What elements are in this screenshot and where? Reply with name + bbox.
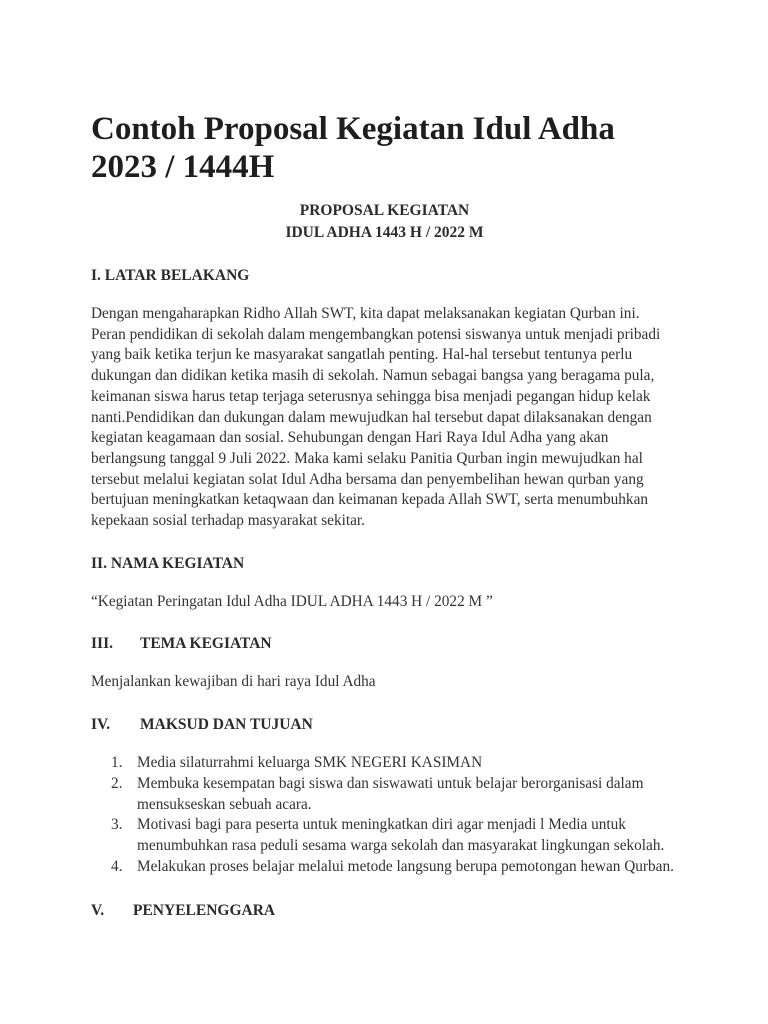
maksud-tujuan-list <box>91 753 678 877</box>
list-item-number: 2. <box>111 774 123 792</box>
list-item <box>91 815 678 856</box>
section-heading-penyelenggara <box>91 901 678 921</box>
section-number: IV. <box>91 716 111 734</box>
section-body-latar-belakang: Dengan mengaharapkan Ridho Allah SWT, kita dapat melaksanakan kegiatan Qurban ini. Peran pendidikan di sekolah dalam mengembangkan potensi siswanya untuk menjadi pribadi yang baik ketika terjun ke masyarakat sangatlah penting. Hal-hal tersebut tentunya perlu dukungan dan didikan ketika masih di sekolah. Namun sebagai bangsa yang beragama pula, keimanan siswa harus tetap terjaga seterusnya sehingga bisa menjadi pegangan hidup kelak nanti.Pendidikan dan dukungan dalam mewujudkan hal tersebut dapat dilaksanakan dengan kegiatan keagamaan dan sosial. Sehubungan dengan Hari Raya Idul Adha yang akan berlangsung tanggal 9 Juli 2022. Maka kami selaku Panitia Qurban ingin mewujudkan hal tersebut melalui kegiatan solat Idul Adha bersama dan penyembelihan hewan qurban yang bertujuan meningkatkan ketaqwaan dan keimanan kepada Allah SWT, serta menumbuhkan kepekaan sosial terhadap masyarakat sekitar. <box>91 305 661 530</box>
list-item <box>91 857 678 878</box>
list-item-text: Membuka kesempatan bagi siswa dan siswawati untuk belajar berorganisasi dalam mensukseskan sebuah acara. <box>137 774 644 813</box>
section-title: TEMA KEGIATAN <box>140 635 272 653</box>
section-number: III. <box>91 635 113 653</box>
proposal-header <box>91 200 678 244</box>
list-item <box>91 753 678 774</box>
proposal-header-line-1: PROPOSAL KEGIATAN <box>299 202 470 219</box>
section-body-nama-kegiatan: “Kegiatan Peringatan Idul Adha IDUL ADHA 1443 H / 2022 M ” <box>91 592 493 610</box>
list-item-number: 1. <box>111 754 123 772</box>
section-title: PENYELENGGARA <box>133 902 276 920</box>
section-heading-tema-kegiatan <box>91 634 678 654</box>
section-number: V. <box>91 902 105 920</box>
section-heading-maksud-tujuan <box>91 715 678 735</box>
section-heading-latar-belakang: I. LATAR BELAKANG <box>91 267 250 284</box>
list-item-number: 3. <box>111 816 123 834</box>
section-body-tema-kegiatan: Menjalankan kewajiban di hari raya Idul Adha <box>91 673 376 691</box>
proposal-header-line-2: IDUL ADHA 1443 H / 2022 M <box>285 224 484 241</box>
section-title: MAKSUD DAN TUJUAN <box>140 716 313 734</box>
document-title: Contoh Proposal Kegiatan Idul Adha 2023 / 1444H <box>91 111 615 185</box>
list-item-text: Motivasi bagi para peserta untuk meningkatkan diri agar menjadi l Media untuk menumbuhkan rasa peduli sesama warga sekolah dan masyarakat lingkungan sekolah. <box>137 816 665 854</box>
list-item-text: Melakukan proses belajar melalui metode langsung berupa pemotongan hewan Qurban. <box>137 857 674 875</box>
list-item-text: Media silaturrahmi keluarga SMK NEGERI KASIMAN <box>137 754 483 772</box>
section-heading-nama-kegiatan: II. NAMA KEGIATAN <box>91 554 245 572</box>
list-item-number: 4. <box>111 857 123 875</box>
list-item <box>91 774 678 815</box>
